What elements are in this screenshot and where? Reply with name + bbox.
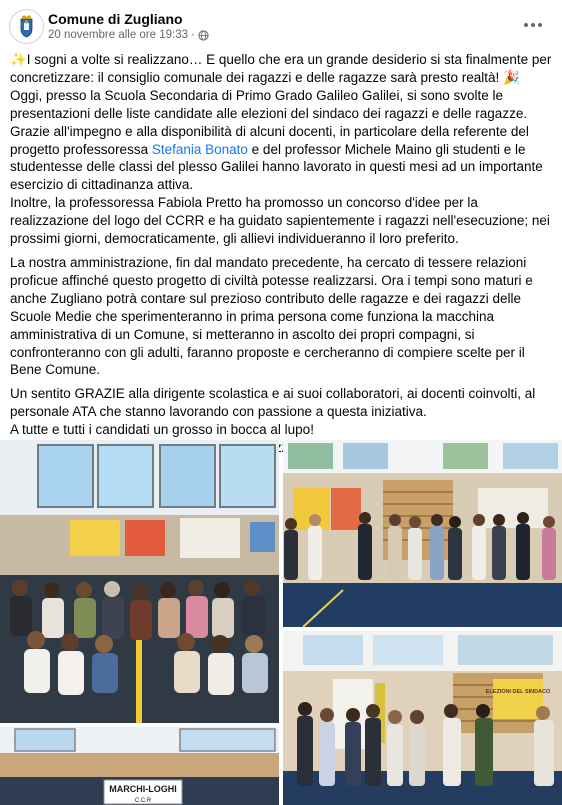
post-header	[0, 0, 562, 52]
more-options-button[interactable]	[520, 15, 546, 35]
post-paragraph	[10, 51, 555, 248]
meta-separator: ·	[191, 29, 195, 41]
photo-group-classroom[interactable]	[0, 440, 279, 723]
photo-grid	[0, 440, 562, 805]
photo-student-presentation[interactable]	[283, 631, 562, 805]
post-meta	[48, 29, 209, 41]
more-horizontal-icon	[524, 23, 528, 27]
photo-gym-presentation[interactable]	[283, 440, 562, 627]
post-line: Grazie all'impegno e alla disponibilità di alcuni docenti, in particolare della referente del progetto professoressa	[10, 123, 529, 157]
page-name[interactable]: Comune di Zugliano	[48, 11, 183, 27]
post-line: Un sentito GRAZIE alla dirigente scolastica e ai suoi collaboratori, ai docenti coinvolti, al personale ATA che stanno lavorando con passione a questa iniziativa.	[10, 386, 536, 420]
post-timestamp[interactable]: 20 novembre alle ore 19:33	[48, 29, 189, 41]
poster-text: ELEZIONI DEL SINDACO	[485, 689, 551, 695]
mention-link[interactable]: Stefania Bonato	[151, 141, 248, 157]
post-line: Oggi, presso la Scuola Secondaria di Primo Grado Galileo Galilei, si sono svolte le presentazioni delle liste candidate alle elezioni del sindaco dei ragazzi e delle ragazze.	[10, 87, 528, 121]
sign-text: MARCHI-LOGHI	[109, 784, 177, 794]
post-line: A tutte e tutti i candidati un grosso in bocca al lupo!	[10, 422, 314, 438]
page-avatar[interactable]	[9, 9, 44, 44]
post-message	[10, 51, 555, 457]
post-paragraph: La nostra amministrazione, fin dal mandato precedente, ha cercato di tessere relazioni proficue affinché questo progetto di civiltà potesse realizzarsi. Ora i tempi sono maturi e anche Zugliano potrà contare sul prezioso contributo delle ragazze e dei ragazzi delle Scuole Medie che sperimenteranno in prima persona come funziona la macchina amministrativa di un Comune, si metteranno in ascolto dei propri compagni, si confronteranno con gli adulti, faranno proposte e cercheranno di compiere scelte per il Bene Comune.	[10, 254, 533, 378]
globe-icon	[198, 30, 209, 41]
post-line: Inoltre, la professoressa Fabiola Pretto ha promosso un concorso d'idee per la realizzazione del logo del CCRR e ha guidato sapientemente i ragazzi nell'esecuzione; nei prossimi giorni, democraticamente, gli allievi individueranno il loro preferito.	[10, 195, 550, 247]
municipal-crest-icon	[10, 10, 43, 43]
post-line: e del professor Michele Maino gli studenti e le studentesse delle classi del plesso Galilei hanno lavorato in questi mesi ad un importante esercizio di cittadinanza attiva.	[10, 141, 543, 193]
post-line: ✨I sogni a volte si realizzano… E quello che era un grande desiderio si sta finalmente per concretizzare: il consiglio comunale dei ragazzi e delle ragazze sarà presto realtà! 🎉	[10, 52, 552, 85]
photo-marchi-loghi-sign[interactable]	[0, 727, 279, 805]
sign-subtext: C.C.R	[134, 798, 152, 804]
